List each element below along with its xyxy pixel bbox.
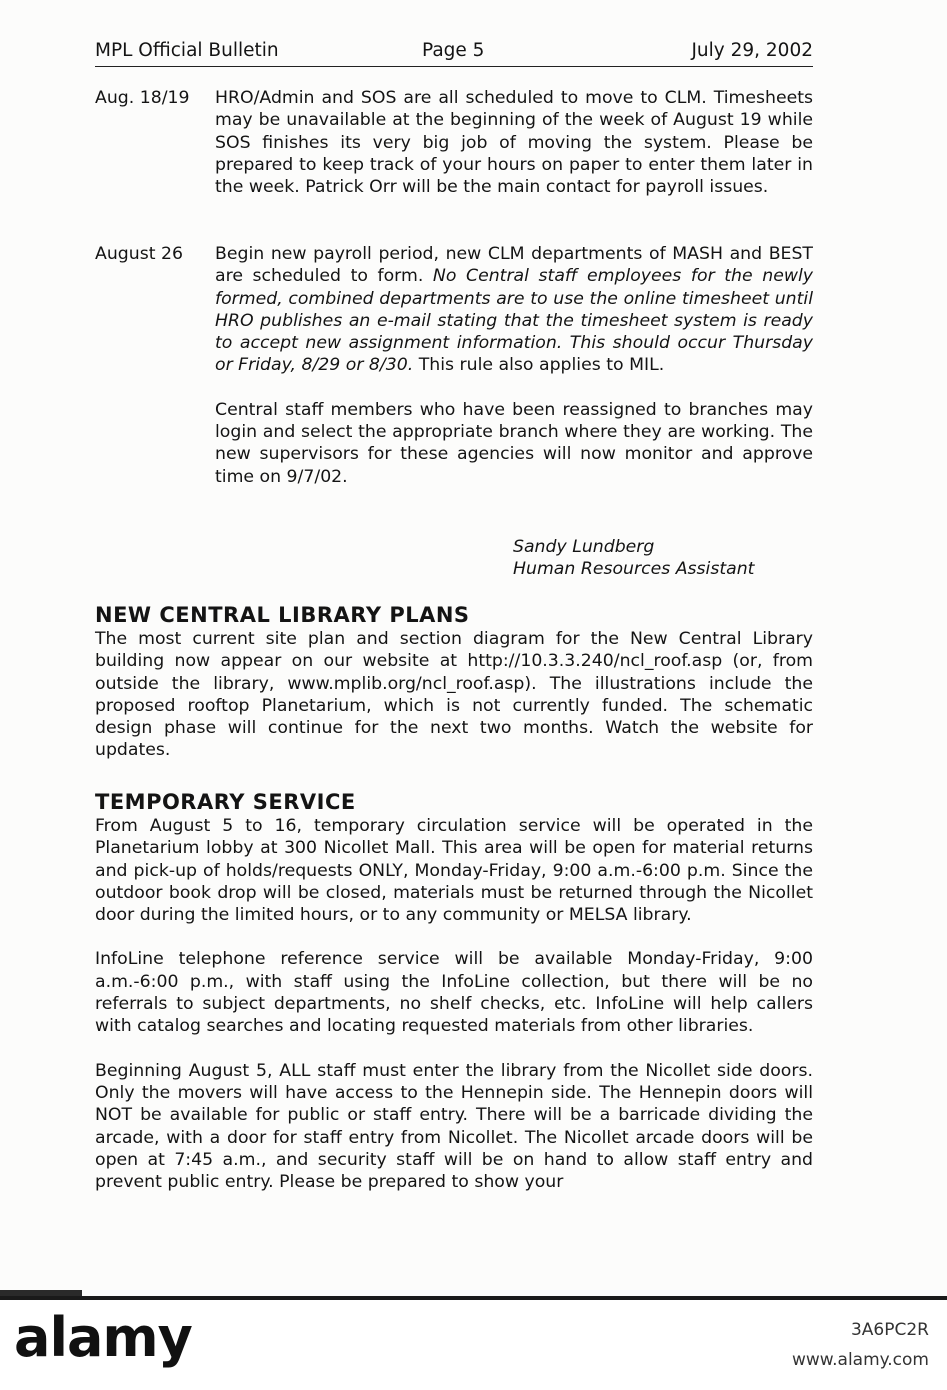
section-paragraph: InfoLine telephone reference service will be available Monday-Friday, 9:00 a.m.-6:00 p.m., with staff using the InfoLine collection, but there will be no referrals to subject departments, no shelf checks, etc. InfoLine will help callers with catalog searches and locating requested materials from other libraries. — [95, 949, 813, 1037]
page-number: Page 5 — [422, 40, 485, 61]
signature-block — [513, 536, 754, 581]
section-paragraph: Beginning August 5, ALL staff must enter the library from the Nicollet side doors. Only the movers will have access to the Hennepin side. The Hennepin doors will NOT be available for public or staff entry. There will be a barricade dividing the arcade, with a door for staff entry from Nicollet. The Nicollet arcade doors will be open at 7:45 a.m., and security staff will be on hand to allow staff entry and prevent public entry. Please be prepared to show your — [95, 1060, 813, 1193]
entry-body — [215, 87, 813, 198]
entry-paragraph: HRO/Admin and SOS are all scheduled to move to CLM. Timesheets may be unavailable at the beginning of the week of August 19 while SOS finishes its very big job of moving the system. Please be prepared to keep track of your hours on paper to enter them later in the week. Patrick Orr will be the main contact for payroll issues. — [215, 88, 813, 198]
page-header — [95, 40, 813, 67]
section-temporary-service — [95, 789, 813, 1193]
signature-name: Sandy Lundberg — [513, 537, 655, 557]
entry-italic-notice: No Central staff employees for the newly formed, combined departments are to use the online timesheet until HRO publishes an e-mail stating that the timesheet system is ready to accept new assignment information. This should occur Thursday or Friday, 8/29 or 8/30. — [215, 266, 813, 376]
entry-paragraph — [215, 243, 813, 377]
watermark-logo: alamy — [14, 1306, 192, 1369]
watermark-url: www.alamy.com — [791, 1350, 929, 1370]
entry-date: August 26 — [95, 244, 183, 264]
signature-title: Human Resources Assistant — [513, 559, 755, 580]
entry-line-tail: This rule also applies to MIL. — [413, 355, 665, 376]
section-title: NEW CENTRAL LIBRARY PLANS — [95, 603, 470, 627]
entry-date: Aug. 18/19 — [95, 88, 190, 108]
section-title: TEMPORARY SERVICE — [95, 790, 356, 814]
bulletin-title: MPL Official Bulletin — [95, 40, 279, 61]
section-paragraph: From August 5 to 16, temporary circulation service will be operated in the Planetarium lobby at 300 Nicollet Mall. This area will be open for material returns and pick-up of holds/requests ONLY, Monday-Friday, 9:00 a.m.-6:00 p.m. Since the outdoor book drop will be closed, materials must be returned through the Nicollet door during the limited hours, or to any community or MELSA library. — [95, 816, 813, 926]
bulletin-date: July 29, 2002 — [691, 40, 813, 61]
entry-line: Begin new payroll period, new CLM departments of MASH and BEST are scheduled to form. — [215, 244, 813, 287]
entry-paragraph: Central staff members who have been reassigned to branches may login and select the appropriate branch where they are working. The new supervisors for these agencies will now monitor and approve time on 9/7/02. — [215, 399, 813, 487]
section-new-central-library — [95, 602, 813, 762]
section-paragraph: The most current site plan and section diagram for the New Central Library building now appear on our website at http://10.3.3.240/ncl_roof.asp (or, from outside the library, www.mplib.org/ncl_roof.asp). The illustrations include the proposed rooftop Planetarium, which is not currently funded. The schematic design phase will continue for the next two months. Watch the website for updates. — [95, 629, 813, 761]
entry-body — [215, 243, 813, 488]
watermark-image-id: 3A6PC2R — [850, 1320, 929, 1340]
